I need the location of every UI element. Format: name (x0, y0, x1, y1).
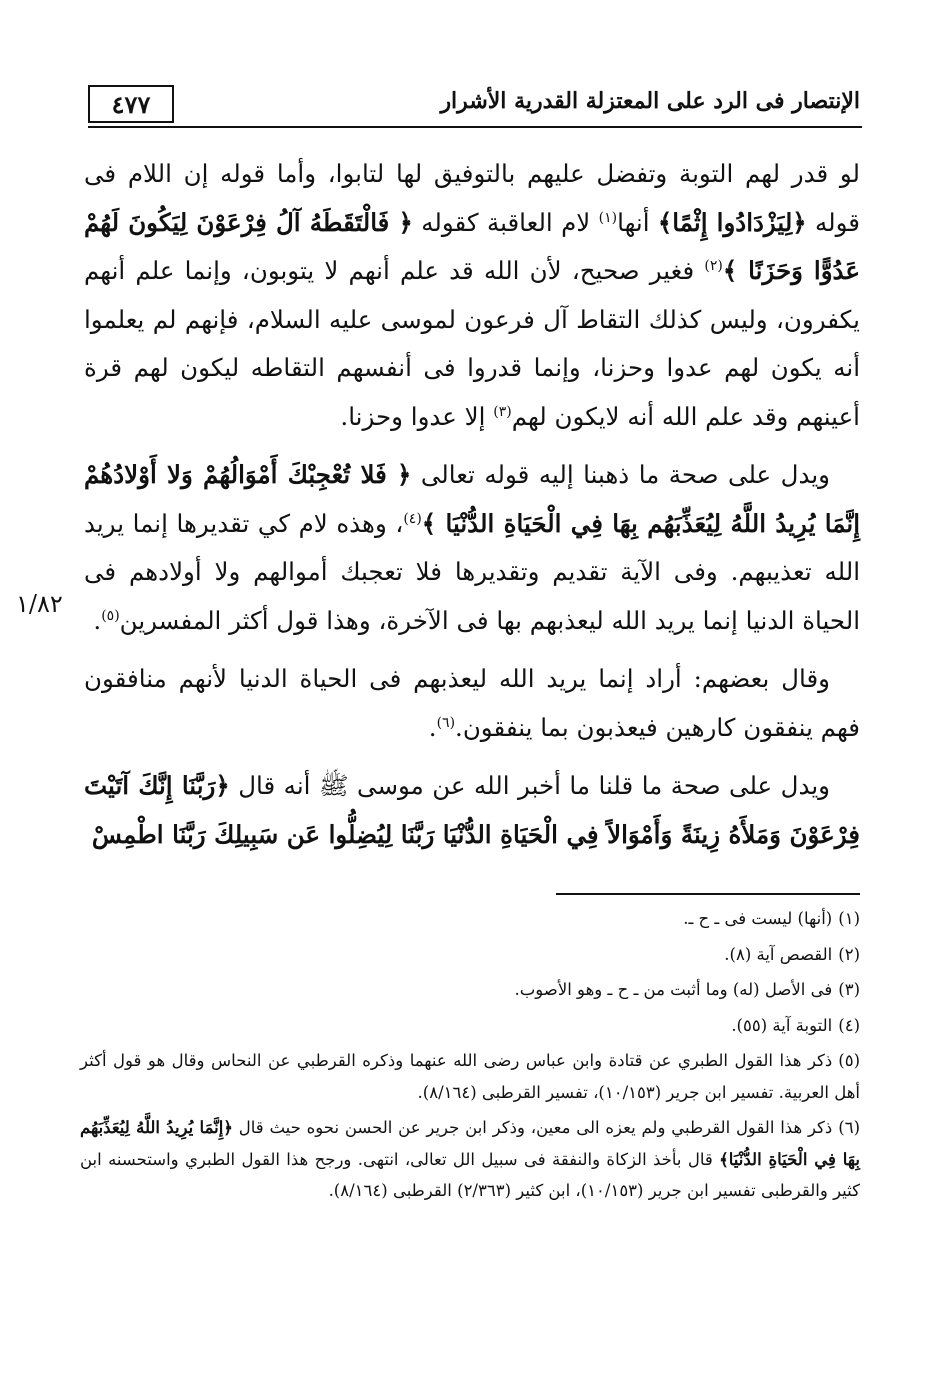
footnote-number: (٤) (838, 1015, 860, 1035)
footnote-ref[interactable]: (١) (598, 209, 618, 226)
footnote (80, 974, 860, 1006)
footnote-text: ذكر هذا القول الطبري عن قتادة وابن عباس رضى الله عنهما وذكره القرطبي عن النحاس وقال هو قول أكثر أهل العربية. تفسير ابن جرير (١٠/١٥٣)، تفسير القرطبى (٨/١٦٤). (80, 1051, 860, 1102)
quran-quote: ﴿رَبَّنَا إِنَّكَ آتَيْتَ فِرْعَوْنَ وَمَلأَهُ زِينَةً وَأَمْوَالاً فِي الْحَيَاةِ الدُّنْيَا رَبَّنَا لِيُضِلُّوا عَن سَبِيلِكَ رَبَّنَا اطْمِسْ (84, 771, 860, 849)
text-run: ويدل على صحة ما ذهبنا إليه قوله تعالى (411, 460, 830, 489)
footnote-number: (٦) (838, 1118, 860, 1137)
footnote-ref[interactable]: (٢) (704, 257, 723, 274)
footnote-text: ذكر هذا القول القرطبي ولم يعزه الى معين، وذكر ابن جرير عن الحسن نحوه حيث قال (232, 1118, 833, 1137)
footnote (80, 1010, 860, 1042)
footnote-number: (٢) (838, 944, 860, 964)
text-run: أنها (617, 207, 658, 237)
footnote-number: (١) (838, 909, 860, 928)
footnote-divider (556, 893, 860, 895)
header-divider (88, 126, 862, 128)
quran-quote: ﴿ فَلا تُعْجِبْكَ أَمْوَالُهُمْ وَلا أَوْلادُهُمْ إِنَّمَا يُرِيدُ اللَّهُ لِيُعَذِّبَهُم بِهَا فِي الْحَيَاةِ الدُّنْيَا ﴾ (84, 460, 860, 538)
text-run: فغير صحيح، لأن الله قد علم أنهم لا يتوبون، وإنما علم أنهم يكفرون، وليس كذلك التقاط آل فرعون لموسى عليه السلام، فإنهم لم يعلموا أنه يكون لهم عدوا وحزنا، وإنما قدروا فى أنفسهم التقاطه ليكون لهم قرة أعينهم وقد علم الله أنه لايكون لهم (84, 256, 860, 431)
quran-quote: ﴿لِيَزْدَادُوا إِثْمًا﴾ (657, 207, 807, 237)
footnote (80, 1045, 860, 1108)
paragraph-1 (84, 150, 860, 441)
footnotes (80, 903, 860, 1211)
paragraph-2 (84, 451, 860, 645)
paragraph-3 (84, 655, 860, 752)
page-number-text: ٤٧٧ (111, 89, 151, 119)
footnote (80, 939, 860, 971)
footnote-text: قال بأخذ الزكاة والنفقة فى سبيل الل تعالى، انتهى. ورجح هذا القول الطبري واستحسنه ابن كثير والقرطبى تفسير ابن جرير (١٠/١٥٣)، ابن كثير (٢/٣٦٣) القرطبى (٨/١٦٤). (80, 1149, 860, 1200)
text-run: ويدل على صحة ما قلنا ما أخبر الله عن موسى ﷺ أنه قال (229, 771, 830, 800)
footnote (80, 1112, 860, 1207)
text-run: وقال بعضهم: أراد إنما يريد الله ليعذبهم فى الحياة الدنيا لأنهم منافقون فهم ينفقون كارهين فيعذبون بما ينفقون. (84, 664, 860, 742)
margin-folio-note: ١/٨٢ (16, 590, 63, 618)
text-run: لو قدر لهم التوبة وتفضل عليهم بالتوفيق لها لتابوا، وأما قوله إن اللام فى قوله (84, 159, 860, 237)
footnote-ref[interactable]: (٦) (436, 714, 456, 731)
main-text (84, 150, 860, 869)
text-run: إلا عدوا وحزنا. (340, 401, 494, 431)
footnote-text: (أنها) ليست فى ـ ح ـ. (683, 909, 833, 928)
footnote-text: التوبة آية (٥٥). (731, 1015, 833, 1035)
footnote-ref[interactable]: (٥) (101, 607, 120, 624)
footnote-number: (٥) (838, 1051, 860, 1070)
footnote-ref[interactable]: (٣) (493, 403, 512, 420)
page-number (88, 85, 174, 123)
footnote (80, 903, 860, 935)
footnote-ref[interactable]: (٤) (403, 510, 422, 527)
text-run: . (428, 712, 437, 742)
text-run: لام العاقبة كقوله (412, 207, 599, 237)
quran-quote: ﴿إِنَّمَا يُرِيدُ اللَّهُ لِيُعَذِّبَهُم بِهَا فِي الْحَيَاةِ الدُّنْيَا﴾ (80, 1118, 860, 1169)
footnote-text: فى الأصل (له) وما أثبت من ـ ح ـ وهو الأصوب. (514, 980, 833, 999)
text-run: . (93, 605, 102, 635)
paragraph-4 (84, 762, 860, 859)
quran-quote: ﴿ فَالْتَقَطَهُ آلُ فِرْعَوْنَ لِيَكُونَ لَهُمْ عَدُوًّا وَحَزَنًا ﴾ (84, 207, 860, 285)
footnote-number: (٣) (838, 980, 860, 999)
running-header-title: الإنتصار فى الرد على المعتزلة القدرية الأشرار (440, 88, 860, 114)
text-run: ، وهذه لام كي تقديرها إنما يريد الله تعذيبهم. وفى الآية تقديم وتقديرها فلا تعجبك أموالهم ولا أولادهم فى الحياة الدنيا إنما يريد الله ليعذبهم بها فى الآخرة، وهذا قول أكثر المفسرين (84, 508, 860, 635)
footnote-text: القصص آية (٨). (724, 944, 833, 964)
